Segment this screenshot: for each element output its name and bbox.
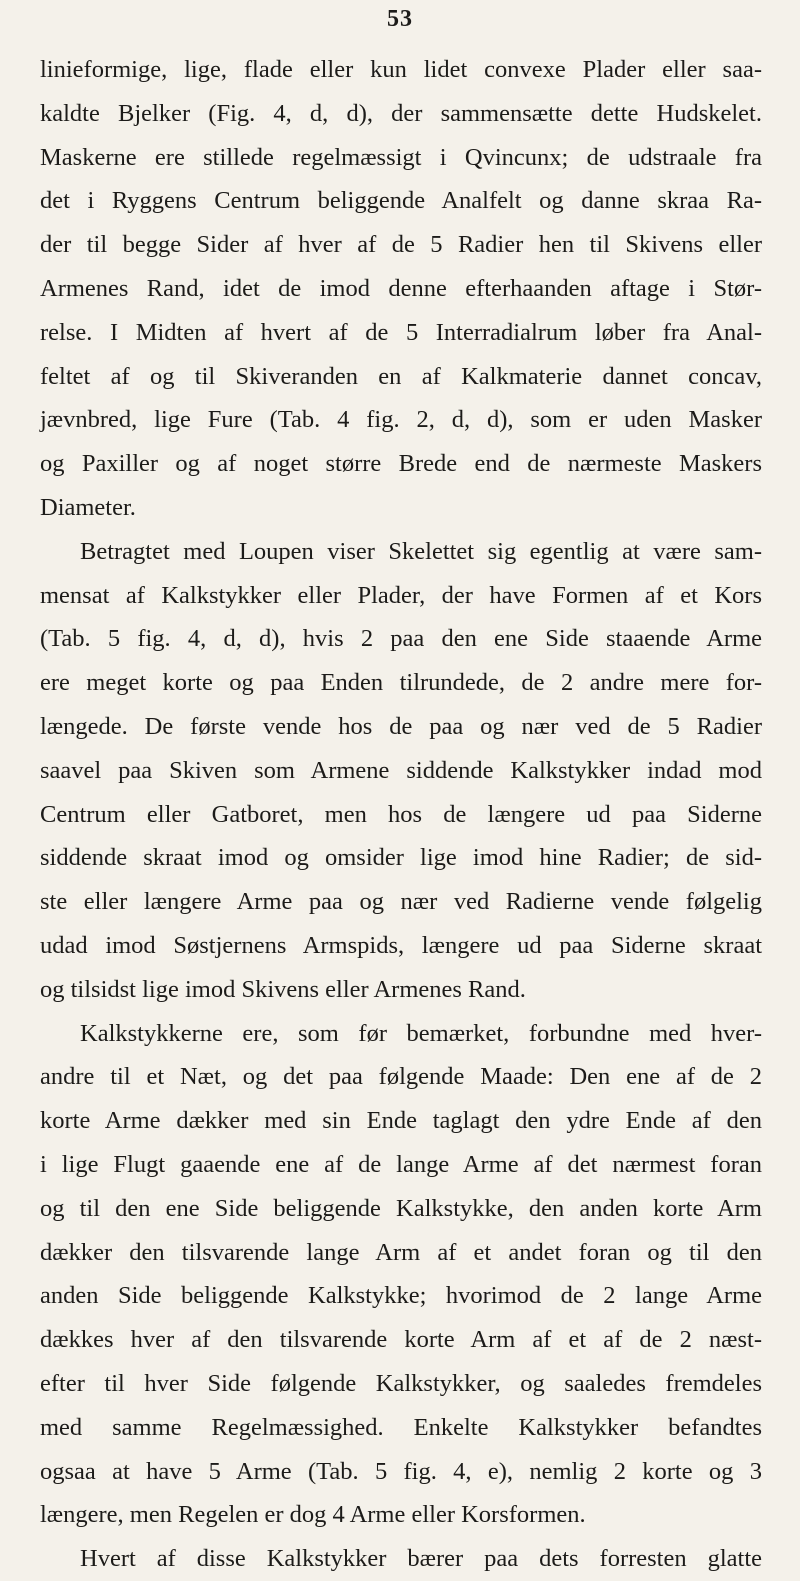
- text-line: Hvert af disse Kalkstykker bærer paa dets forresten glatte: [80, 1545, 762, 1573]
- text-line: og Paxiller og af noget større Brede end de nærmeste Maskers: [40, 450, 762, 478]
- text-line: længede. De første vende hos de paa og nær ved de 5 Radier: [40, 712, 762, 740]
- text-line: ogsaa at have 5 Arme (Tab. 5 fig. 4, e), nemlig 2 korte og 3: [40, 1457, 762, 1485]
- text-line: ere meget korte og paa Enden tilrundede, de 2 andre mere for-: [40, 669, 762, 697]
- text-line: længere, men Regelen er dog 4 Arme eller Korsformen.: [40, 1501, 586, 1529]
- text-line: saavel paa Skiven som Armene siddende Kalkstykker indad mod: [40, 756, 762, 784]
- text-line: udad imod Søstjernens Armspids, længere ud paa Siderne skraat: [40, 931, 762, 959]
- text-line: efter til hver Side følgende Kalkstykker, og saaledes fremdeles: [40, 1369, 762, 1397]
- text-line: kaldte Bjelker (Fig. 4, d, d), der sammensætte dette Hudskelet.: [40, 99, 762, 127]
- text-line: og til den ene Side beliggende Kalkstykke, den anden korte Arm: [40, 1194, 762, 1222]
- text-line: det i Ryggens Centrum beliggende Analfelt og danne skraa Ra-: [40, 187, 762, 215]
- text-line: dækker den tilsvarende lange Arm af et andet foran og til den: [40, 1238, 762, 1266]
- text-line: relse. I Midten af hvert af de 5 Interradialrum løber fra Anal-: [40, 318, 762, 346]
- text-line: jævnbred, lige Fure (Tab. 4 fig. 2, d, d), som er uden Masker: [40, 406, 762, 434]
- text-line: (Tab. 5 fig. 4, d, d), hvis 2 paa den ene Side staaende Arme: [40, 625, 762, 653]
- body-text: [40, 48, 762, 1581]
- text-line: i lige Flugt gaaende ene af de lange Arme af det nærmest foran: [40, 1150, 762, 1178]
- text-line: Kalkstykkerne ere, som før bemærket, forbundne med hver-: [80, 1019, 762, 1047]
- text-line: mensat af Kalkstykker eller Plader, der have Formen af et Kors: [40, 581, 762, 609]
- text-line: siddende skraat imod og omsider lige imod hine Radier; de sid-: [40, 844, 762, 872]
- text-line: dækkes hver af den tilsvarende korte Arm af et af de 2 næst-: [40, 1326, 762, 1354]
- text-line: Maskerne ere stillede regelmæssigt i Qvincunx; de udstraale fra: [40, 143, 762, 171]
- text-line: linieformige, lige, flade eller kun lidet convexe Plader eller saa-: [40, 56, 762, 83]
- text-line: korte Arme dækker med sin Ende taglagt den ydre Ende af den: [40, 1107, 762, 1135]
- text-line: andre til et Næt, og det paa følgende Maade: Den ene af de 2: [40, 1063, 762, 1091]
- text-line: med samme Regelmæssighed. Enkelte Kalkstykker befandtes: [40, 1413, 762, 1441]
- text-line: der til begge Sider af hver af de 5 Radier hen til Skivens eller: [40, 231, 762, 259]
- text-line: og tilsidst lige imod Skivens eller Armenes Rand.: [40, 975, 526, 1003]
- text-line: Betragtet med Loupen viser Skelettet sig egentlig at være sam-: [80, 537, 762, 565]
- page-number: 53: [387, 6, 413, 32]
- text-line: feltet af og til Skiveranden en af Kalkmaterie dannet concav,: [40, 362, 762, 390]
- text-line: Centrum eller Gatboret, men hos de længere ud paa Siderne: [40, 800, 762, 828]
- text-line: anden Side beliggende Kalkstykke; hvorimod de 2 lange Arme: [40, 1282, 762, 1310]
- text-line: ste eller længere Arme paa og nær ved Radierne vende følgelig: [40, 888, 762, 916]
- text-line: Diameter.: [40, 493, 136, 521]
- text-line: Armenes Rand, idet de imod denne efterhaanden aftage i Stør-: [40, 274, 762, 302]
